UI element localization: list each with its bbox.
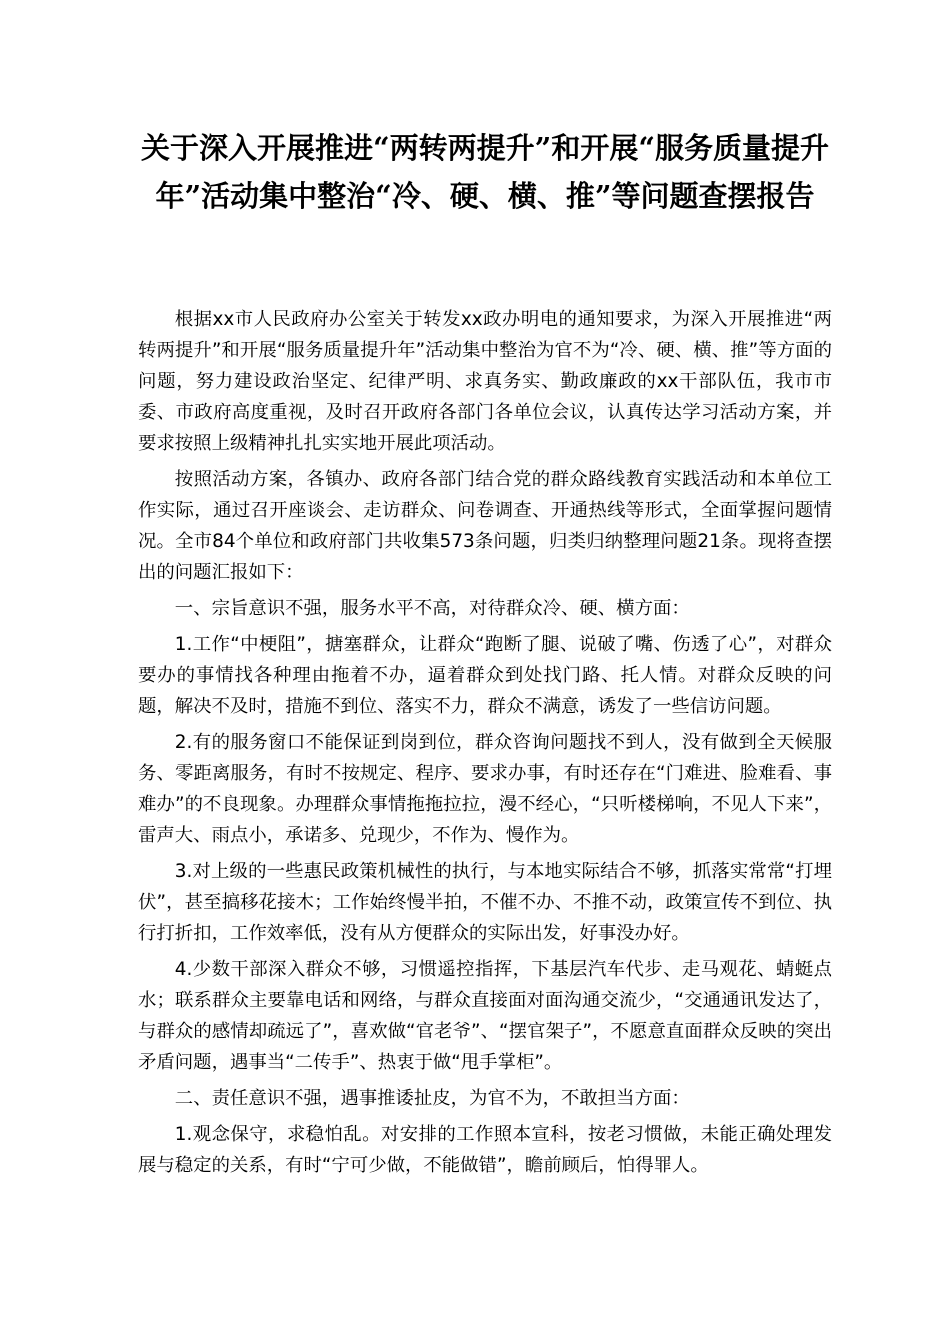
document-body [138, 304, 832, 1186]
document-title: 关于深入开展推进“两转两提升”和开展“服务质量提升年”活动集中整治“冷、硬、横、推”等问题查摆报告 [140, 131, 830, 213]
section-heading: 一、宗旨意识不强，服务水平不高，对待群众冷、硬、横方面： [174, 598, 690, 619]
paragraph: 1.观念保守，求稳怕乱。对安排的工作照本宣科，按老习惯做，未能正确处理发展与稳定的关系，有时“宁可少做，不能做错”，瞻前顾后，怕得罪人。 [138, 1124, 832, 1176]
paragraph: 按照活动方案，各镇办、政府各部门结合党的群众路线教育实践活动和本单位工作实际，通过召开座谈会、走访群众、问卷调查、开通热线等形式，全面掌握问题情况。全市84个单位和政府部门共收集573条问题，归类归纳整理问题21条。现将查摆出的问题汇报如下： [138, 469, 832, 583]
paragraph: 3.对上级的一些惠民政策机械性的执行，与本地实际结合不够，抓落实常常“打埋伏”，甚至搞移花接木；工作始终慢半拍，不催不办、不推不动，政策宣传不到位、执行打折扣，工作效率低，没有从方便群众的实际出发，好事没办好。 [138, 861, 832, 944]
paragraph: 4.少数干部深入群众不够，习惯遥控指挥，下基层汽车代步、走马观花、蜻蜓点水；联系群众主要靠电话和网络，与群众直接面对面沟通交流少，“交通通讯发达了，与群众的感情却疏远了”，喜欢做“官老爷”、“摆官架子”，不愿意直面群众反映的突出矛盾问题，遇事当“二传手”、热衷于做“甩手掌柜”。 [138, 959, 832, 1073]
paragraph: 根据xx市人民政府办公室关于转发xx政办明电的通知要求，为深入开展推进“两转两提升”和开展“服务质量提升年”活动集中整治为官不为“冷、硬、横、推”等方面的问题，努力建设政治坚定、纪律严明、求真务实、勤政廉政的xx干部队伍，我市市委、市政府高度重视，及时召开政府各部门各单位会议，认真传达学习活动方案，并要求按照上级精神扎扎实实地开展此项活动。 [138, 309, 832, 454]
paragraph: 1.工作“中梗阻”，搪塞群众，让群众“跑断了腿、说破了嘴、伤透了心”，对群众要办的事情找各种理由拖着不办，逼着群众到处找门路、托人情。对群众反映的问题，解决不及时，措施不到位、落实不力，群众不满意，诱发了一些信访问题。 [138, 634, 832, 717]
section-heading: 二、责任意识不强，遇事推诿扯皮，为官不为，不敢担当方面： [174, 1088, 690, 1109]
paragraph: 2.有的服务窗口不能保证到岗到位，群众咨询问题找不到人，没有做到全天候服务、零距离服务，有时不按规定、程序、要求办事，有时还存在“门难进、脸难看、事难办”的不良现象。办理群众事情拖拖拉拉，漫不经心，“只听楼梯响，不见人下来”，雷声大、雨点小，承诺多、兑现少，不作为、慢作为。 [138, 732, 832, 846]
